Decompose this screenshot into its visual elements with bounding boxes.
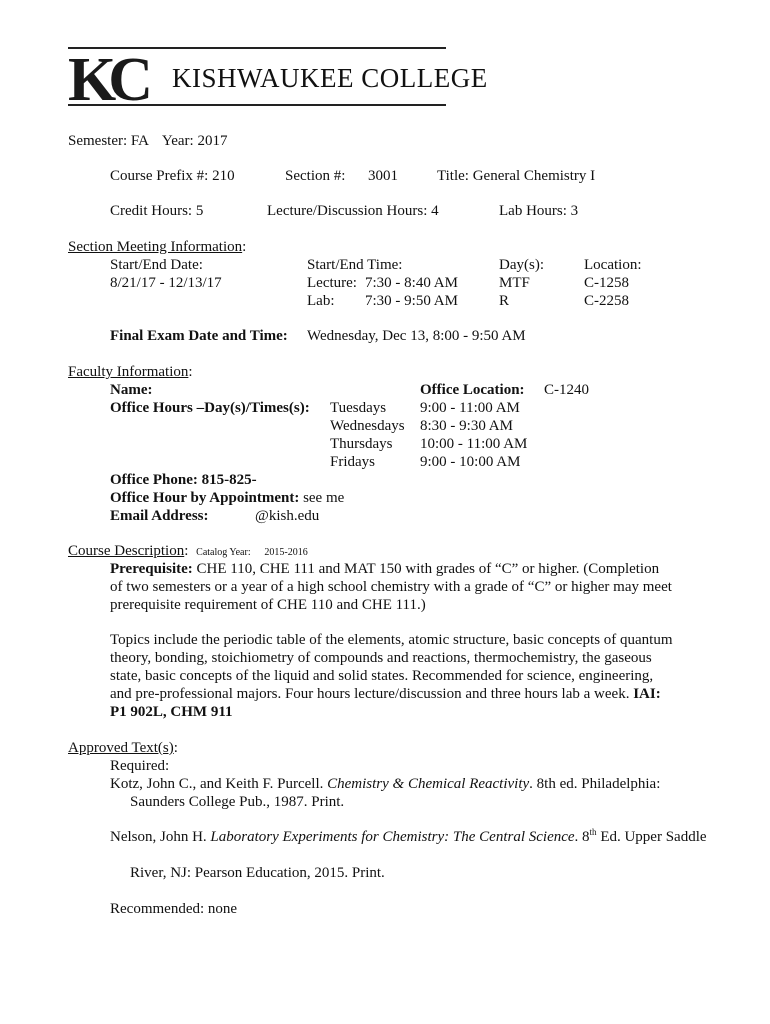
faculty-heading-colon: : (188, 364, 193, 380)
lecture-time: 7:30 - 8:40 AM (365, 275, 458, 291)
topics-text: Topics include the periodic table of the elements, atomic structure, basic concepts of quantum theory, bonding, stoichiometry of compounds and reactions, thermochemistry, the gaseous state, basic concepts of the liquid and solid states. Recommended for science, engineering, and pre-professional majors. Four hours lecture/discussion and three hours lab a week. (110, 632, 673, 702)
lab-label: Lab: (307, 293, 335, 309)
year-value: 2017 (197, 133, 228, 149)
recommended-line: Recommended: none (110, 901, 238, 917)
appointment-value: see me (303, 490, 345, 506)
svg-text:KC (68, 50, 149, 104)
book-2-edition-suffix: Ed. Upper Saddle (596, 829, 707, 845)
office-hours-time: 10:00 - 11:00 AM (420, 436, 528, 452)
date-value: 8/21/17 - 12/13/17 (110, 275, 222, 291)
meeting-heading-colon: : (242, 239, 247, 255)
logo-rule-bottom (68, 104, 446, 106)
texts-heading (68, 739, 178, 757)
lab-time: 7:30 - 9:50 AM (365, 293, 458, 309)
semester-value: FA (130, 133, 149, 149)
date-label: Start/End Date: (110, 257, 203, 273)
lab-hours: Lab Hours: 3 (499, 203, 579, 219)
email-value: @kish.edu (255, 508, 320, 524)
catalog-year-label: Catalog Year: (196, 547, 251, 558)
book-2-citation-line-1 (110, 828, 707, 846)
semester-line (68, 132, 227, 150)
meeting-heading (68, 238, 246, 256)
office-hours-time: 9:00 - 11:00 AM (420, 400, 520, 416)
book-1-citation (110, 775, 695, 811)
required-label: Required: (110, 758, 170, 774)
final-exam-value: Wednesday, Dec 13, 8:00 - 9:50 AM (307, 328, 526, 344)
lecture-days: MTF (499, 275, 530, 291)
lecture-hours: Lecture/Discussion Hours: 4 (267, 203, 439, 219)
topics-paragraph (110, 631, 675, 721)
texts-heading-text: Approved Text(s) (68, 740, 174, 756)
lecture-label: Lecture: (307, 275, 357, 291)
description-heading-line (68, 542, 308, 562)
section-value: 3001 (368, 168, 398, 184)
book-2-edition-prefix: . 8 (574, 829, 590, 845)
semester-label: Semester: (68, 133, 128, 149)
book-2-author: Nelson, John H. (110, 829, 207, 845)
course-prefix: Course Prefix #: 210 (110, 168, 235, 184)
college-name: KISHWAUKEE COLLEGE (172, 63, 488, 93)
faculty-heading (68, 363, 193, 381)
office-hours-time: 8:30 - 9:30 AM (420, 418, 513, 434)
book-2-edition-sup: th (589, 827, 597, 837)
location-label: Location: (584, 257, 642, 273)
book-1-rest: . 8th ed. Philadelphia: Saunders College Pub., 1987. Print. (130, 776, 661, 810)
lab-location: C-2258 (584, 293, 629, 309)
book-2-title: Laboratory Experiments for Chemistry: The Central Science (210, 829, 575, 845)
iai-code: IAI: P1 902L, CHM 911 (110, 686, 661, 720)
office-location-value: C-1240 (544, 382, 589, 398)
faculty-heading-text: Faculty Information (68, 364, 189, 380)
office-location-label: Office Location: (420, 382, 525, 398)
office-phone: Office Phone: 815-825- (110, 472, 257, 488)
book-2-rest: River, NJ: Pearson Education, 2015. Print. (130, 865, 385, 881)
course-title: Title: General Chemistry I (437, 168, 596, 184)
final-exam-label: Final Exam Date and Time: (110, 328, 288, 344)
description-heading: Course Description (68, 543, 185, 559)
book-1-authors: Kotz, John C., and Keith F. Purcell. (110, 776, 324, 792)
appointment-label: Office Hour by Appointment: (110, 490, 300, 506)
faculty-name-label: Name: (110, 382, 153, 398)
office-hours-time: 9:00 - 10:00 AM (420, 454, 521, 470)
meeting-heading-text: Section Meeting Information (68, 239, 243, 255)
office-hours-day: Wednesdays (330, 418, 405, 434)
prerequisite-paragraph (110, 560, 675, 614)
year-label: Year: (161, 133, 194, 149)
credit-hours: Credit Hours: 5 (110, 203, 204, 219)
lecture-location: C-1258 (584, 275, 629, 291)
kc-monogram-logo (68, 50, 168, 104)
office-hours-label: Office Hours –Day(s)/Times(s): (110, 400, 310, 416)
office-hours-day: Fridays (330, 454, 375, 470)
office-hours-day: Thursdays (330, 436, 393, 452)
office-hours-day: Tuesdays (330, 400, 387, 416)
logo-monogram: KC (68, 50, 145, 104)
section-label: Section #: (285, 168, 346, 184)
prerequisite-text: CHE 110, CHE 111 and MAT 150 with grades of “C” or higher. (Completion of two semesters or a year of a high school chemistry with a grade of “C” or higher may meet prerequisite requirement of CHE 110 and CHE 111.) (110, 561, 672, 613)
time-label: Start/End Time: (307, 257, 403, 273)
appointment-line (110, 489, 344, 507)
prerequisite-label: Prerequisite: (110, 561, 193, 577)
catalog-year-value: 2015-2016 (264, 547, 308, 558)
description-heading-colon: : (184, 543, 189, 559)
lab-days: R (499, 293, 510, 309)
book-1-title: Chemistry & Chemical Reactivity (327, 776, 530, 792)
logo-rule-top (68, 47, 446, 49)
days-label: Day(s): (499, 257, 544, 273)
texts-heading-colon: : (173, 740, 178, 756)
email-label: Email Address: (110, 508, 209, 524)
